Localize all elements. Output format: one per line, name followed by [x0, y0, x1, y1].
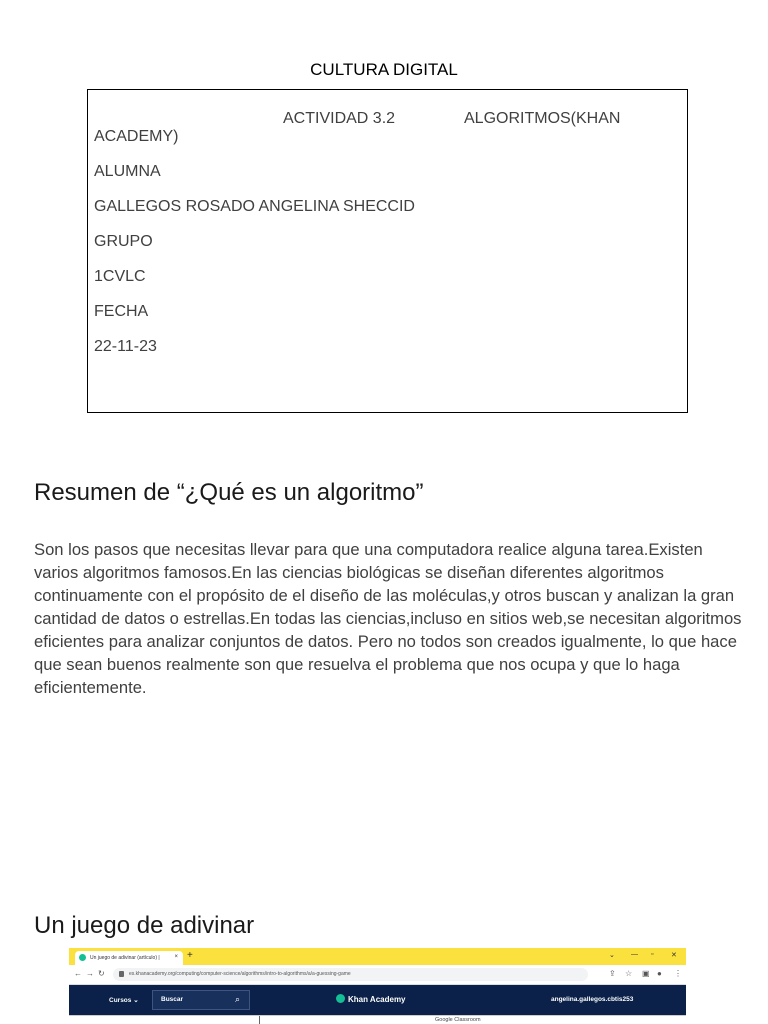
date-label: FECHA: [94, 303, 149, 320]
section-heading-guessing-game: Un juego de adivinar: [34, 912, 255, 939]
tab-title: Un juego de adivinar (artículo) |: [90, 955, 160, 961]
topic-continuation: ACADEMY): [94, 128, 179, 145]
search-icon[interactable]: ⌕: [235, 994, 241, 1004]
minimize-icon[interactable]: —: [631, 951, 638, 958]
activity-label: ACTIVIDAD 3.2: [283, 110, 396, 127]
url-bar[interactable]: [113, 968, 588, 981]
group-label: GRUPO: [94, 233, 153, 250]
share-icon[interactable]: ⇪: [609, 969, 616, 978]
maximize-icon[interactable]: ▫: [651, 951, 654, 958]
group-value: 1CVLC: [94, 268, 146, 285]
brand-name[interactable]: Khan Academy: [348, 995, 406, 1004]
khan-favicon-icon: [79, 954, 86, 961]
address-row: [69, 965, 686, 985]
browser-tab-bar: [69, 948, 686, 965]
url-text: es.khanacademy.org/computing/computer-science/algorithms/intro-to-algorithms/a/a-guessing-game: [129, 971, 351, 977]
cover-info-box: [87, 89, 688, 413]
document-title: CULTURA DIGITAL: [310, 60, 458, 79]
date-value: 22-11-23: [94, 338, 157, 355]
profile-avatar-icon[interactable]: ●: [657, 969, 662, 978]
forward-arrow-icon[interactable]: →: [86, 969, 94, 978]
summary-paragraph: Son los pasos que necesitas llevar para que una computadora realice alguna tarea.Existen varios algoritmos famosos.En las ciencias biológicas se diseñan diferentes algoritmos continuamente con el propósito de el diseño de las moléculas,y otros buscan y analizan la gran cantidad de datos o estrellas.En todas las ciencias,incluso en sitios web,se necesitan algoritmos eficientes para analizar conjuntos de datos. Pero no todos son creados igualmente, lo que hace que sean buenos realmente son que resuelva el problema que nos ocupa y que lo haga eficientemente.: [34, 540, 742, 697]
back-arrow-icon[interactable]: ←: [74, 969, 82, 978]
search-field[interactable]: [152, 990, 250, 1010]
student-label: ALUMNA: [94, 163, 161, 180]
summary-heading: Resumen de “¿Qué es un algoritmo”: [34, 479, 424, 506]
new-tab-button[interactable]: +: [187, 950, 193, 961]
browser-tab[interactable]: [75, 951, 183, 965]
tab-close-icon[interactable]: ×: [174, 954, 178, 960]
reload-icon[interactable]: ↻: [98, 969, 105, 978]
khan-logo-icon: [336, 994, 345, 1003]
bookmark-star-icon[interactable]: ☆: [625, 969, 633, 978]
page-content-strip: [69, 1015, 686, 1024]
close-window-icon[interactable]: ✕: [671, 952, 677, 959]
column-divider: [259, 1016, 260, 1024]
topic-label: ALGORITMOS(KHAN: [464, 110, 621, 127]
courses-menu[interactable]: Cursos ⌄: [109, 997, 139, 1004]
google-classroom-button[interactable]: Google Classroom: [435, 1017, 481, 1023]
khan-academy-header: [69, 985, 686, 1015]
student-name: GALLEGOS ROSADO ANGELINA SHECCID: [94, 198, 415, 215]
search-label: Buscar: [161, 996, 184, 1003]
more-menu-icon[interactable]: ⋮: [674, 969, 682, 978]
tab-search-chevron-icon[interactable]: ⌄: [609, 952, 615, 959]
sidepanel-icon[interactable]: ▣: [642, 969, 650, 978]
lock-icon: [119, 971, 124, 977]
browser-screenshot: [69, 948, 686, 1024]
user-account[interactable]: angelina.gallegos.cbtis253: [551, 996, 634, 1003]
